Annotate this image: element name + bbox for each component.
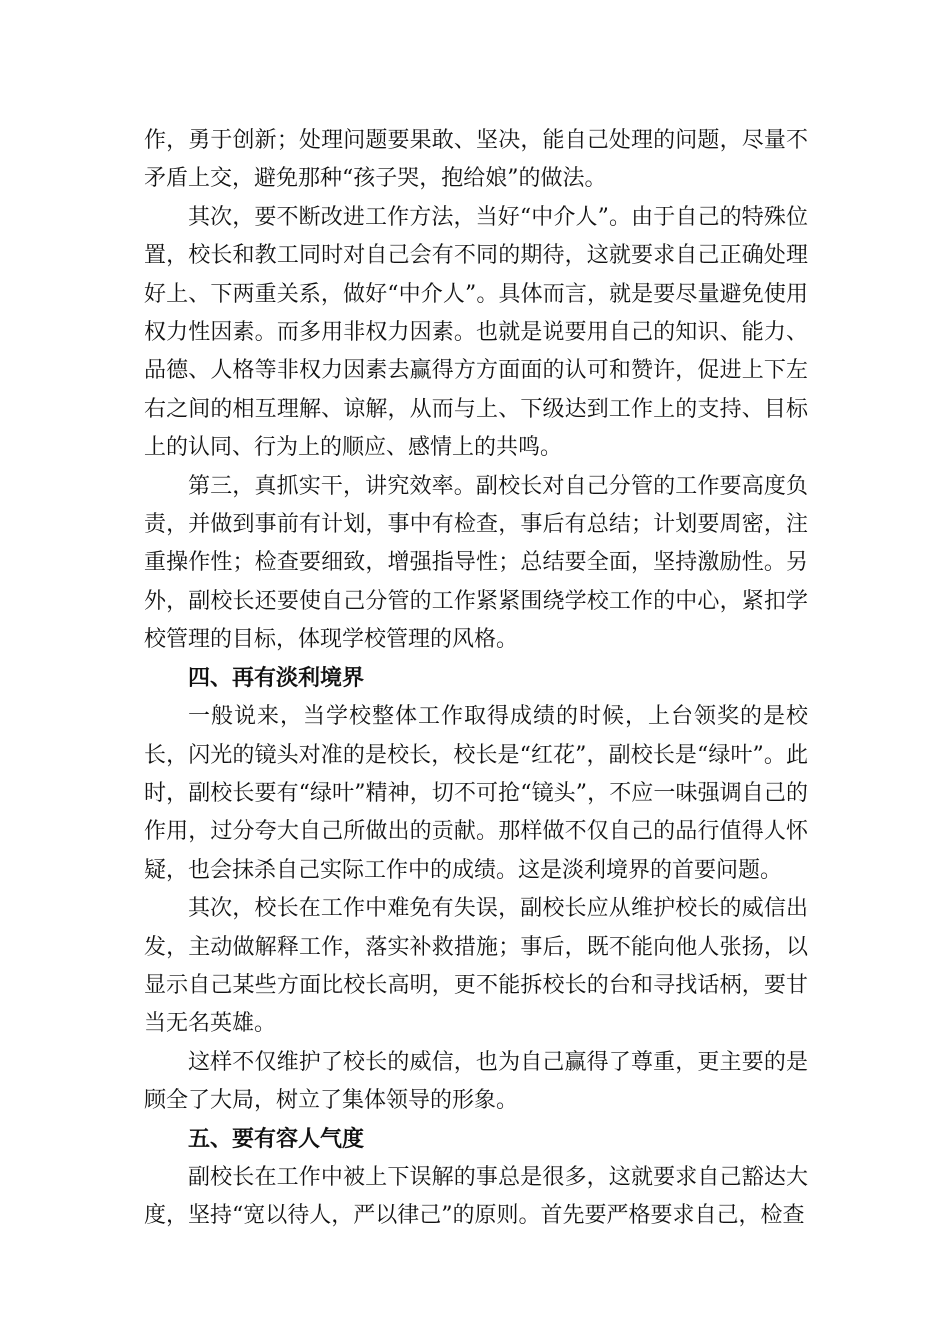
paragraph-6: 其次，校长在工作中难免有失误，副校长应从维护校长的威信出发，主动做解释工作，落实补救措施；事后，既不能向他人张扬，以显示自己某些方面比校长高明，更不能拆校长的台和寻找话柄，要甘当无名英雄。 — [144, 896, 808, 1037]
paragraph-5: 一般说来，当学校整体工作取得成绩的时候，上台领奖的是校长，闪光的镜头对准的是校长，校长是“红花”，副校长是“绿叶”。此时，副校长要有“绿叶”精神，切不可抢“镜头”，不应一味强调自己的作用，过分夸大自己所做出的贡献。那样做不仅自己的品行值得人怀疑，也会抹杀自己实际工作中的成绩。这是淡利境界的首要问题。 — [144, 704, 808, 883]
section-heading-5: 五、要有容人气度 — [188, 1126, 365, 1152]
document-body — [144, 122, 808, 1236]
paragraph-9: 副校长在工作中被上下误解的事总是很多，这就要求自己豁达大度，坚持“宽以待人，严以律己”的原则。首先要严格要求自己，检查 — [144, 1164, 808, 1229]
section-heading-4: 四、再有淡利境界 — [188, 665, 365, 691]
paragraph-2: 其次，要不断改进工作方法，当好“中介人”。由于自己的特殊位置，校长和教工同时对自己会有不同的期待，这就要求自己正确处理好上、下两重关系，做好“中介人”。具体而言，就是要尽量避免使用权力性因素。而多用非权力因素。也就是说要用自己的知识、能力、品德、人格等非权力因素去赢得方方面面的认可和赞许，促进上下左右之间的相互理解、谅解，从而与上、下级达到工作上的支持、目标上的认同、行为上的顺应、感情上的共鸣。 — [144, 204, 808, 461]
paragraph-1: 作，勇于创新；处理问题要果敢、坚决，能自己处理的问题，尽量不矛盾上交，避免那种“孩子哭，抱给娘”的做法。 — [144, 128, 808, 192]
paragraph-7: 这样不仅维护了校长的威信，也为自己赢得了尊重，更主要的是顾全了大局，树立了集体领导的形象。 — [144, 1049, 808, 1114]
paragraph-3: 第三，真抓实干，讲究效率。副校长对自己分管的工作要高度负责，并做到事前有计划，事中有检查，事后有总结；计划要周密，注重操作性；检查要细致，增强指导性；总结要全面，坚持激励性。另外，副校长还要使自己分管的工作紧紧围绕学校工作的中心，紧扣学校管理的目标，体现学校管理的风格。 — [144, 473, 808, 653]
